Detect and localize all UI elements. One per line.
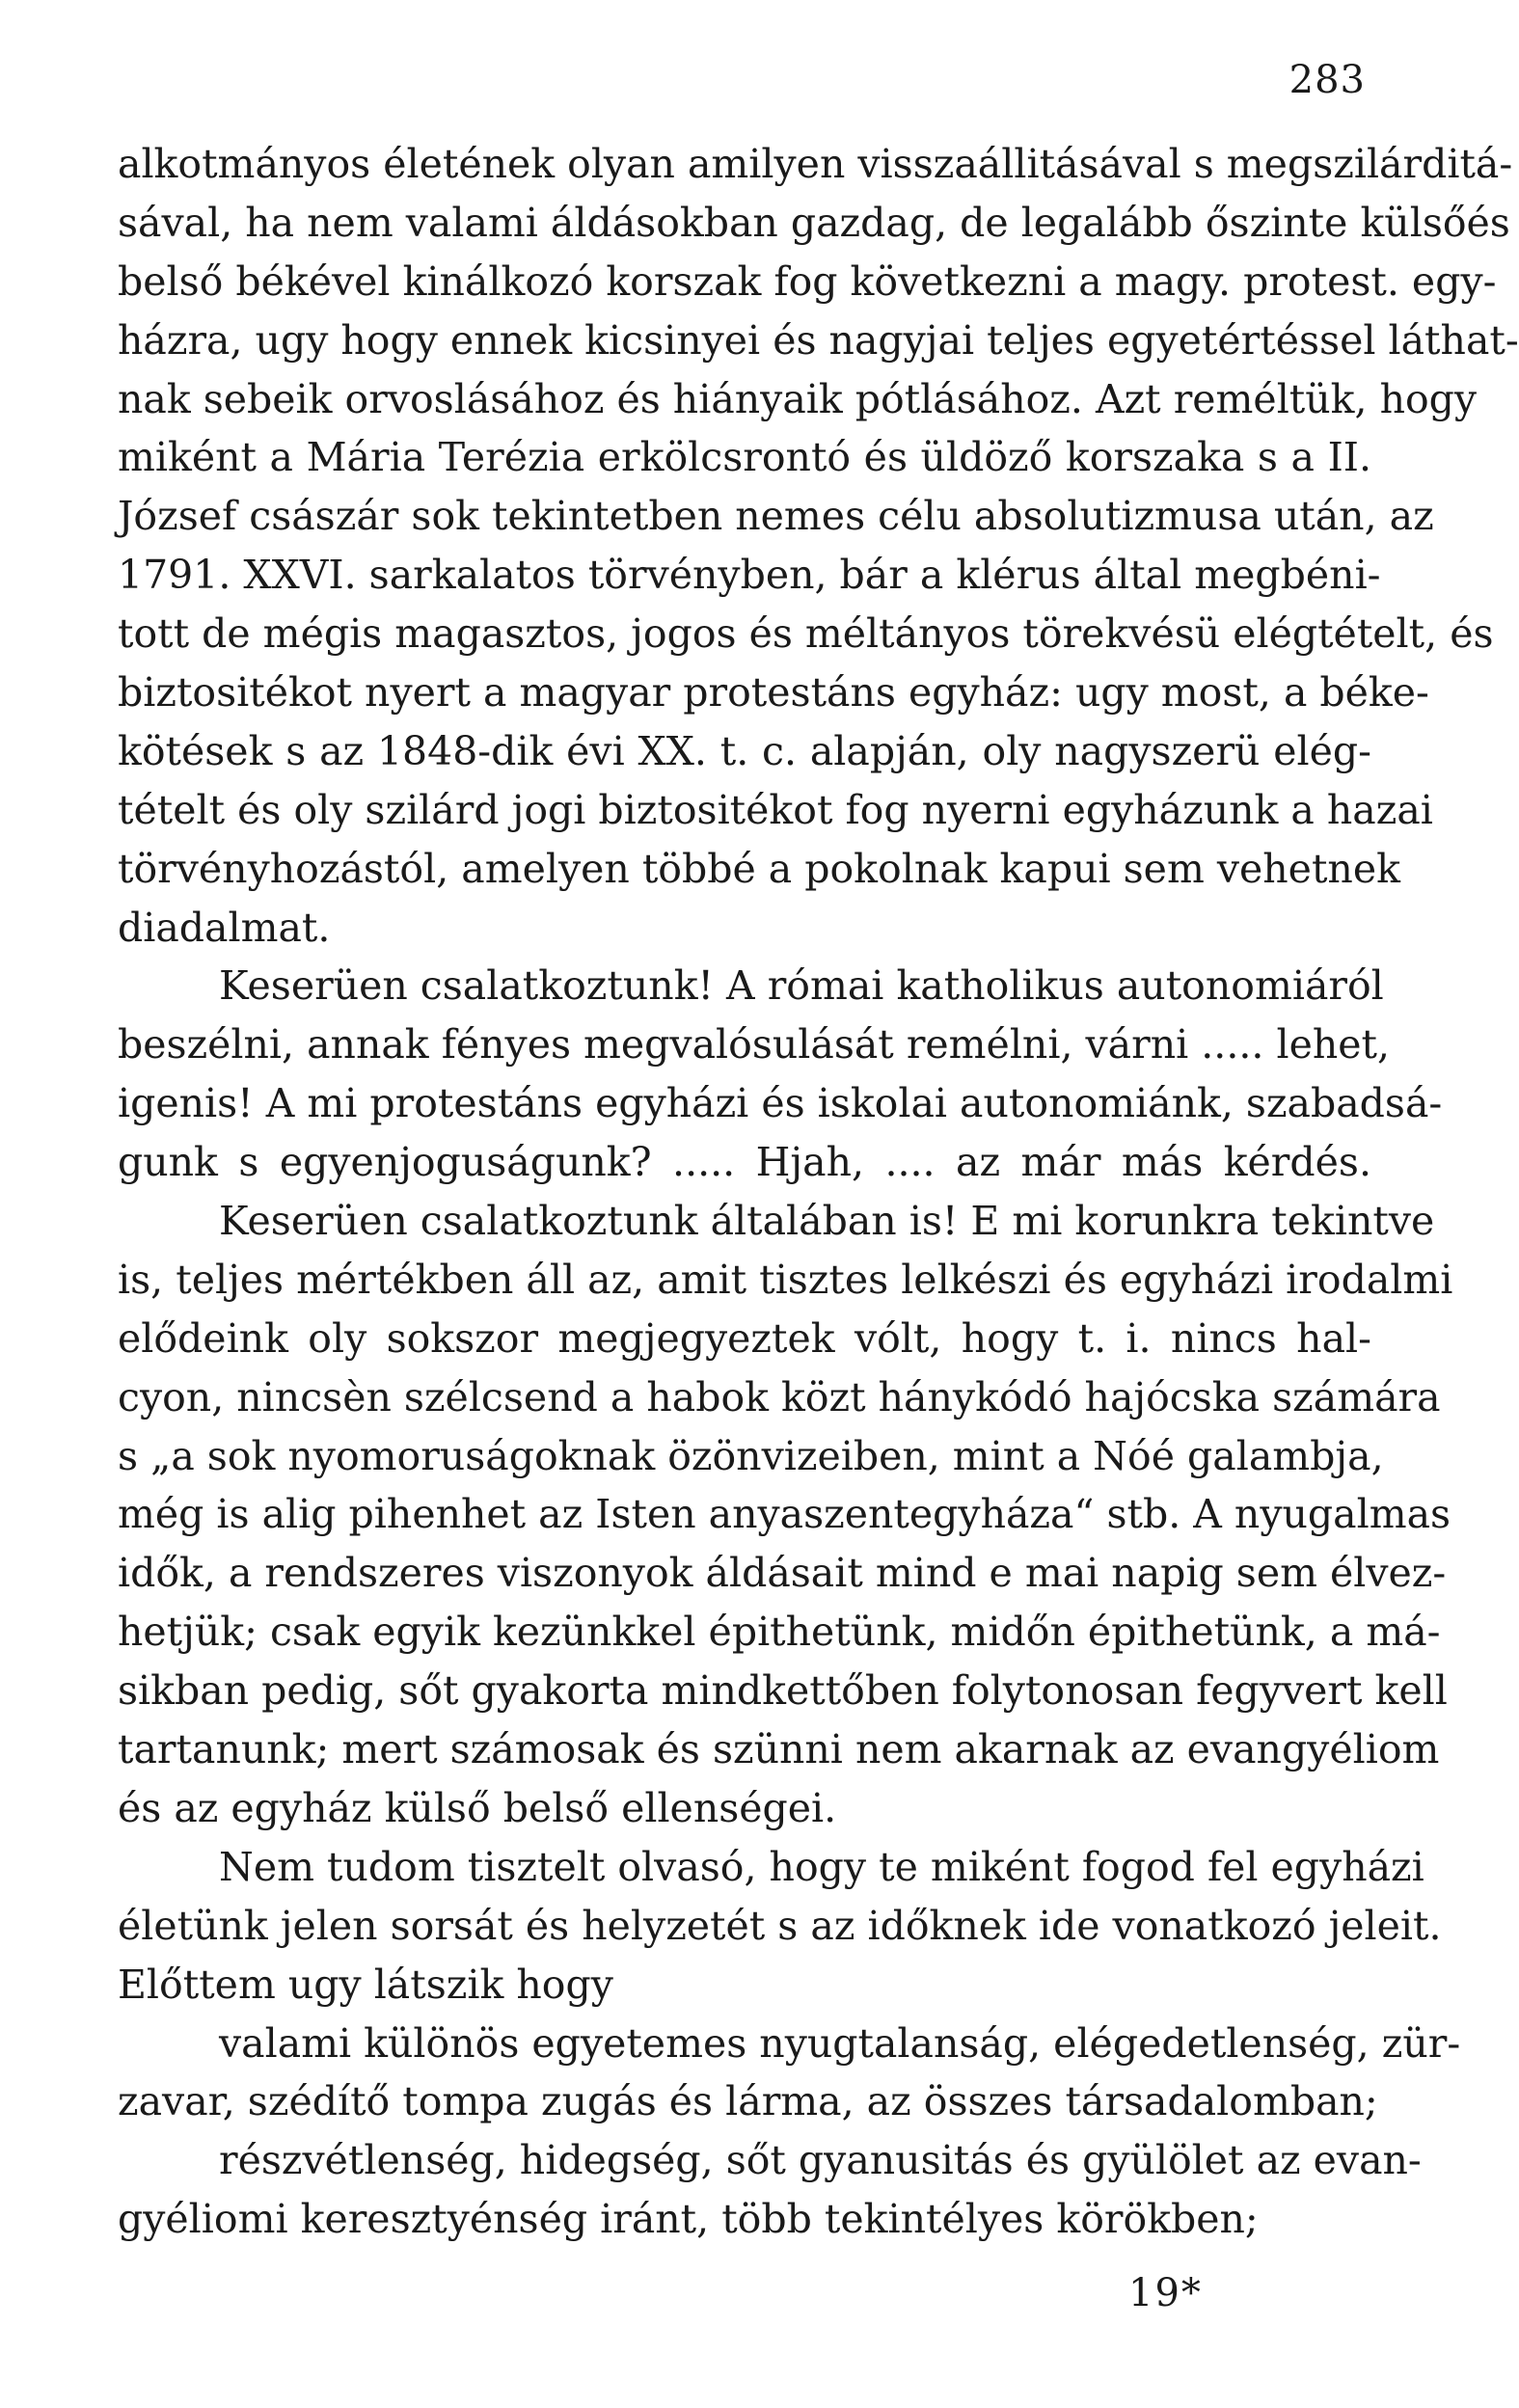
text-line: kötések s az 1848-dik évi XX. t. c. alapján, oly nagyszerü elég- [118, 727, 1371, 774]
text-line: házra, ugy hogy ennek kicsinyei és nagyjai teljes egyetértéssel láthat- [118, 316, 1519, 364]
text-line: beszélni, annak fényes megvalósulását remélni, várni ..... lehet, [118, 1021, 1391, 1069]
text-line: sikban pedig, sőt gyakorta mindkettőben folytonosan fegyvert kell [118, 1667, 1448, 1715]
page-body [118, 135, 1519, 2249]
text-line: sával, ha nem valami áldásokban gazdag, de legalább őszinte külsőés [118, 199, 1510, 246]
text-line: életünk jelen sorsát és helyzetét s az időknek ide vonatkozó jeleit. [118, 1902, 1442, 1949]
text-line: zavar, szédítő tompa zugás és lárma, az összes társadalomban; [118, 2078, 1378, 2125]
text-line: Előttem ugy látszik hogy [118, 1961, 613, 2008]
text-line: 1791. XXVI. sarkalatos törvényben, bár a klérus által megbéni- [118, 552, 1381, 599]
text-line: alkotmányos életének olyan amilyen visszaállitásával s megszilárditá- [118, 141, 1513, 187]
text-line: hetjük; csak egyik kezünkkel épithetünk, midőn épithetünk, a má- [118, 1609, 1441, 1656]
text-line: József császár sok tekintetben nemes célu absolutizmusa után, az [118, 493, 1434, 540]
text-line: idők, a rendszeres viszonyok áldásait mind e mai napig sem élvez- [118, 1550, 1447, 1597]
text-line: még is alig pihenhet az Isten anyaszentegyháza“ stb. A nyugalmas [118, 1491, 1451, 1538]
text-line: miként a Mária Terézia erkölcsrontó és üldöző korszaka s a II. [118, 434, 1371, 481]
text-line: cyon, nincsèn szélcsend a habok közt hánykódó hajócska számára [118, 1373, 1441, 1420]
text-line: Nem tudom tisztelt olvasó, hogy te miként fogod fel egyházi [219, 1843, 1424, 1890]
page-number: 283 [1288, 58, 1366, 102]
text-line: tételt és oly szilárd jogi biztositékot fog nyerni egyházunk a hazai [118, 786, 1433, 833]
text-line: diadalmat. [118, 904, 331, 951]
text-line: biztositékot nyert a magyar protestáns egyház: ugy most, a béke- [118, 669, 1429, 717]
text-line: belső békével kinálkozó korszak fog következni a magy. protest. egy- [118, 257, 1497, 305]
text-line: és az egyház külső belső ellenségei. [118, 1784, 837, 1831]
text-line: is, teljes mértékben áll az, amit tisztes lelkészi és egyházi irodalmi [118, 1256, 1453, 1303]
text-line: Keserüen csalatkoztunk! A római katholikus autonomiáról [219, 962, 1384, 1010]
text-line: tott de mégis magasztos, jogos és méltányos törekvésü elégtételt, és [118, 610, 1494, 658]
signature-mark: 19* [1128, 2271, 1203, 2315]
text-line: Keserüen csalatkoztunk általában is! E mi korunkra tekintve [219, 1198, 1435, 1245]
text-line: valami különös egyetemes nyugtalanság, elégedetlenség, zür- [219, 2019, 1461, 2067]
text-line: nak sebeik orvoslásához és hiányaik pótlásához. Azt reméltük, hogy [118, 375, 1478, 422]
text-line: gunk s egyenjoguságunk? ..... Hjah, .... az már más kérdés. [118, 1139, 1371, 1186]
text-line: törvényhozástól, amelyen többé a pokolnak kapui sem vehetnek [118, 845, 1400, 892]
text-line: igenis! A mi protestáns egyházi és iskolai autonomiánk, szabadsá- [118, 1080, 1443, 1127]
text-line: s „a sok nyomoruságoknak özönvizeiben, mint a Nóé galambja, [118, 1432, 1384, 1479]
text-line: elődeink oly sokszor megjegyeztek vólt, hogy t. i. nincs hal- [118, 1314, 1371, 1362]
text-line: gyéliomi keresztyénség iránt, több tekintélyes körökben; [118, 2196, 1259, 2243]
text-line: tartanunk; mert számosak és szünni nem akarnak az evangyéliom [118, 1726, 1440, 1773]
text-line: részvétlenség, hidegség, sőt gyanusitás és gyülölet az evan- [219, 2137, 1422, 2184]
